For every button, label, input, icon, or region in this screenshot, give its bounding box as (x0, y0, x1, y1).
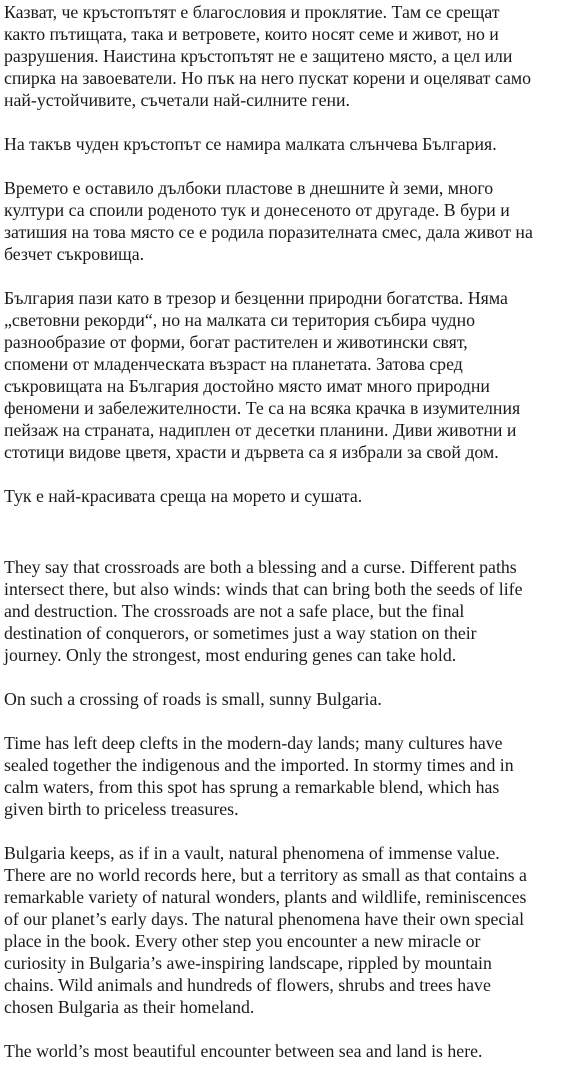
document-page (4, 0, 580, 1084)
bg-paragraph-natural-treasures: България пази като в трезор и безценни природни богатства. Няма „световни рекорди“, но на малката си територия събира чудно разнообразие от форми, богат растителен и животински свят, спомени от младенческата възраст на планетата. Затова сред съкровищата на България достойно място имат много природни феномени и забележителности. Те са на всяка крачка в изумителния пейзаж на страната, надиплен от десетки планини. Диви животни и стотици видове цветя, храсти и дървета са я избрали за свой дом. (4, 288, 521, 462)
bg-paragraph-sunny-bulgaria: На такъв чуден кръстопът се намира малката слънчева България. (4, 134, 497, 154)
bg-paragraph-sea-and-land: Тук е най-красивата среща на морето и сушата. (4, 486, 363, 506)
en-paragraph-time-clefts: Time has left deep clefts in the modern-day lands; many cultures have sealed together the indigenous and the imported. In stormy times and in calm waters, from this spot has sprung a remarkable blend, which has given birth to priceless treasures. (4, 733, 514, 819)
en-paragraph-sunny-bulgaria: On such a crossing of roads is small, sunny Bulgaria. (4, 689, 382, 709)
en-paragraph-natural-phenomena: Bulgaria keeps, as if in a vault, natural phenomena of immense value. There are no world records here, but a territory as small as that contains a remarkable variety of natural wonders, plants and wildlife, reminiscences of our planet’s early days. The natural phenomena have their own special place in the book. Every other step you encounter a new miracle or curiosity in Bulgaria’s awe-inspiring landscape, rippled by mountain chains. Wild animals and hundreds of flowers, shrubs and trees have chosen Bulgaria as their homeland. (4, 843, 527, 1017)
bg-paragraph-crossroads: Казват, че кръстопътят е благословия и проклятие. Там се срещат както пътищата, така и ветровете, които носят семе и живот, но и разрушения. Наистина кръстопътят не е защитено място, а цел или спирка на завоеватели. Но пък на него пускат корени и оцеляват само най-устойчивите, съчетали най-силните гени. (4, 2, 531, 110)
en-paragraph-sea-and-land: The world’s most beautiful encounter between sea and land is here. (4, 1041, 483, 1061)
en-paragraph-crossroads: They say that crossroads are both a blessing and a curse. Different paths intersect there, but also winds: winds that can bring both the seeds of life and destruction. The crossroads are not a safe place, but the final destination of conquerors, or sometimes just a way station on their journey. Only the strongest, most enduring genes can take hold. (4, 557, 523, 665)
english-text-section (4, 556, 580, 1062)
bg-paragraph-time-layers: Времето е оставило дълбоки пластове в днешните ѝ земи, много култури са споили роденото тук и донесеното от другаде. В бури и затишия на това място се е родила поразителната смес, дала живот на безчет съкровища. (4, 178, 533, 264)
bulgarian-text-section (4, 1, 580, 507)
